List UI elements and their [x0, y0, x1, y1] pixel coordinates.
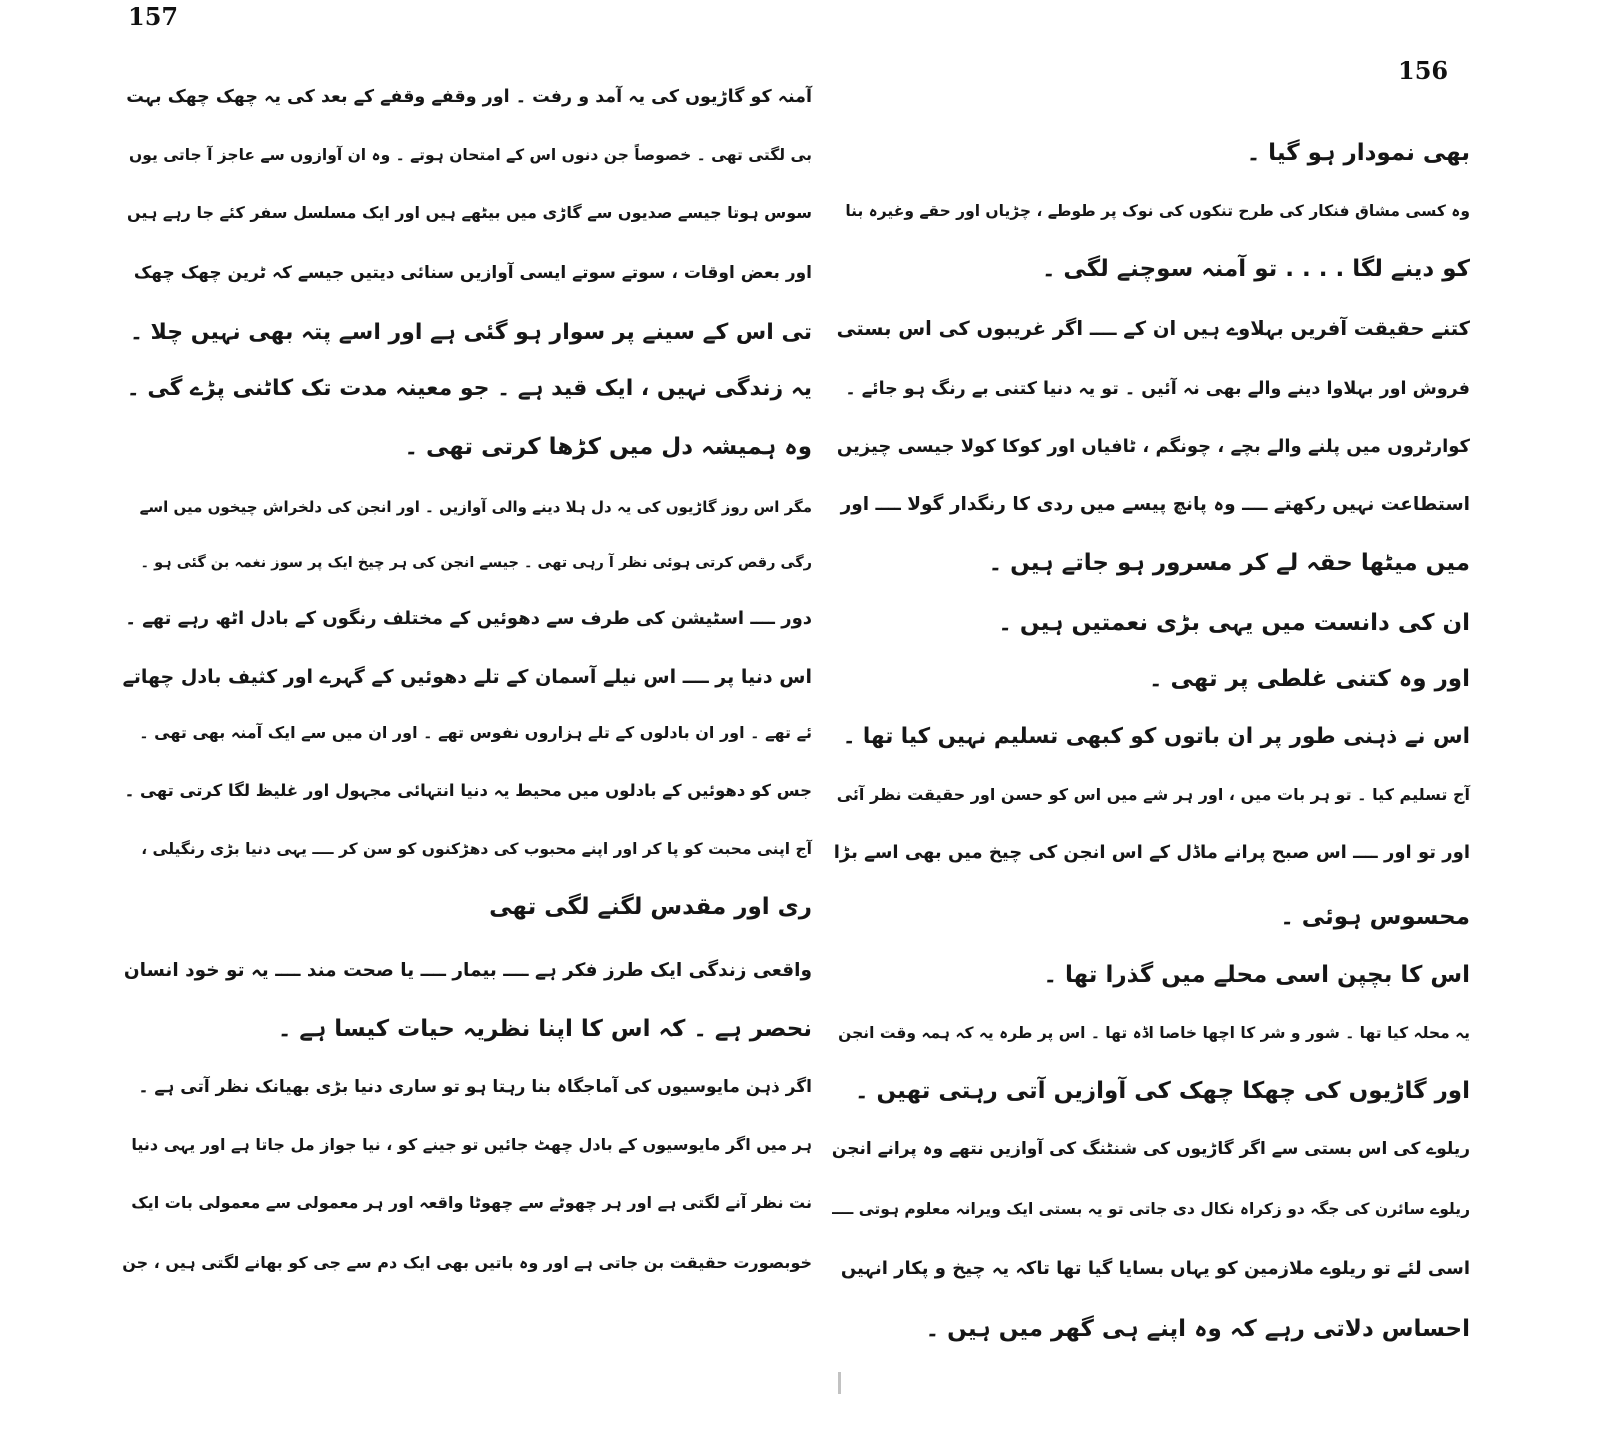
- text-line: ریلوے کی اس بستی سے اگر گاڑیوں کی شنٹنگ کی آوازیں نتھے وہ پرانے انجن: [831, 1139, 1470, 1159]
- text-line: نت نظر آنے لگتی ہے اور ہر چھوٹے سے چھوٹا واقعہ اور ہر معمولی سے معمولی بات ایک: [131, 1193, 812, 1212]
- text-line: اس دنیا پر ــــ اس نیلے آسمان کے تلے دھوئیں کے گہرے اور کثیف بادل چھاتے: [122, 666, 812, 688]
- text-line: ان کی دانست میں یہی بڑی نعمتیں ہیں ۔: [998, 610, 1470, 636]
- text-line: کوارٹروں میں پلنے والے بچے ، چونگم ، ٹافیاں اور کوکا کولا جیسی چیزیں: [836, 436, 1470, 457]
- text-line: اسی لئے تو ریلوے ملازمین کو یہاں بسایا گیا تھا تاکہ یہ چیخ و پکار انہیں: [840, 1258, 1470, 1279]
- text-line: استطاعت نہیں رکھتے ــــ وہ پانچ پیسے میں ردی کا رنگدار گولا ــــ اور: [840, 494, 1470, 515]
- text-line: اور گاڑیوں کی چھکا چھک کی آوازیں آتی رہتی تھیں ۔: [855, 1078, 1470, 1104]
- text-line: اس نے ذہنی طور پر ان باتوں کو کبھی تسلیم نہیں کیا تھا ۔: [842, 724, 1470, 749]
- text-line: کتنے حقیقت آفریں بہلاوے ہیں ان کے ــــ اگر غریبوں کی اس بستی: [836, 317, 1470, 340]
- text-line: ہر میں اگر مایوسیوں کے بادل چھٹ جائیں تو جینے کو ، نیا جواز مل جاتا ہے اور یہی دنیا: [131, 1135, 812, 1154]
- text-line: ئے تھے ۔ اور ان بادلوں کے تلے ہزاروں نفوس تھے ۔ اور ان میں سے ایک آمنہ بھی تھی ۔: [139, 723, 812, 742]
- text-line: رگی رقص کرتی ہوئی نظر آ رہی تھی ۔ جیسے انجن کی ہر چیخ ایک پر سوز نغمہ بن گئی ہو ۔: [140, 555, 812, 571]
- text-line: آج تسلیم کیا ۔ تو ہر بات میں ، اور ہر شے میں اس کو حسن اور حقیقت نظر آئی: [836, 785, 1470, 804]
- gutter-scan-mark: [838, 1372, 841, 1394]
- text-line: آمنہ کو گاڑیوں کی یہ آمد و رفت ۔ اور وقفے وقفے کے بعد کی یہ چھک چھک بہت: [126, 87, 812, 107]
- text-line: ریلوے سائرن کی جگہ دو زکراہ نکال دی جاتی تو یہ بستی ایک ویرانہ معلوم ہوتی ــــ: [832, 1200, 1470, 1218]
- text-line: بھی نمودار ہو گیا ۔: [1246, 140, 1470, 166]
- text-line: یہ زندگی نہیں ، ایک قید ہے ۔ جو معینہ مدت تک کاٹنی پڑے گی ۔: [126, 376, 812, 401]
- text-line: آج اپنی محبت کو پا کر اور اپنے محبوب کی دھڑکنوں کو سن کر ــــ یہی دنیا بڑی رنگیلی ،: [141, 840, 812, 858]
- text-line: اور تو اور ــــ اس صبح پرانے ماڈل کے اس انجن کی چیخ میں بھی اسے بڑا: [833, 842, 1470, 863]
- text-line: محسوس ہوئی ۔: [1280, 904, 1470, 930]
- text-line: ری اور مقدس لگنے لگی تھی: [489, 894, 812, 920]
- text-line: فروش اور بہلاوا دینے والے بھی نہ آئیں ۔ تو یہ دنیا کتنی بے رنگ ہو جائے ۔: [845, 379, 1470, 399]
- text-line: کو دینے لگا . . . . تو آمنہ سوچنے لگی ۔: [1041, 256, 1470, 282]
- text-line: مگر اس روز گاڑیوں کی یہ دل ہلا دینے والی آوازیں ۔ اور انجن کی دلخراش چیخوں میں اسے: [139, 498, 812, 516]
- text-line: اور وہ کتنی غلطی پر تھی ۔: [1149, 666, 1470, 692]
- text-line: وہ ہمیشہ دل میں کڑھا کرتی تھی ۔: [404, 434, 812, 460]
- text-line: سوس ہوتا جیسے صدیوں سے گاڑی میں بیٹھے ہیں اور ایک مسلسل سفر کئے جا رہے ہیں: [127, 203, 812, 222]
- text-line: وہ کسی مشاق فنکار کی طرح تنکوں کی نوک پر طوطے ، چڑیاں اور حقے وغیرہ بنا: [845, 202, 1470, 220]
- text-line: نحصر ہے ۔ کہ اس کا اپنا نظریہ حیات کیسا ہے ۔: [277, 1016, 812, 1042]
- text-line: خوبصورت حقیقت بن جاتی ہے اور وہ باتیں بھی ایک دم سے جی کو بھانے لگتی ہیں ، جن: [122, 1253, 812, 1272]
- text-line: میں میٹھا حقہ لے کر مسرور ہو جاتے ہیں ۔: [988, 550, 1470, 576]
- text-line: تی اس کے سینے پر سوار ہو گئی ہے اور اسے پتہ بھی نہیں چلا ۔: [129, 320, 812, 345]
- text-line: یہ محلہ کیا تھا ۔ شور و شر کا اچھا خاصا اڈہ تھا ۔ اس پر طرہ یہ کہ ہمہ وقت انجن: [838, 1024, 1470, 1042]
- text-line: دور ــــ اسٹیشن کی طرف سے دھوئیں کے مختلف رنگوں کے بادل اٹھ رہے تھے ۔: [125, 608, 812, 629]
- text-line: واقعی زندگی ایک طرز فکر ہے ــــ بیمار ــــ یا صحت مند ــــ یہ تو خود انسان: [123, 960, 812, 981]
- text-line: احساس دلاتی رہے کہ وہ اپنے ہی گھر میں ہیں ۔: [925, 1316, 1470, 1342]
- text-line: اور بعض اوقات ، سوتے سوتے ایسی آوازیں سنائی دیتیں جیسے کہ ٹرین چھک چھک: [133, 263, 812, 283]
- text-line: اگر ذہن مایوسیوں کی آماجگاہ بنا رہتا ہو تو ساری دنیا بڑی بھیانک نظر آتی ہے ۔: [138, 1077, 812, 1097]
- page-number-left: 157: [128, 2, 179, 31]
- text-line: جس کو دھوئیں کے بادلوں میں محیط یہ دنیا انتہائی مجہول اور غلیظ لگا کرتی تھی ۔: [124, 781, 812, 800]
- text-line: بی لگتی تھی ۔ خصوصاً جن دنوں اس کے امتحان ہوتے ۔ وہ ان آوازوں سے عاجز آ جاتی یوں: [129, 146, 812, 164]
- text-line: اس کا بچپن اسی محلے میں گذرا تھا ۔: [1043, 962, 1470, 988]
- page-number-right: 156: [1398, 56, 1449, 85]
